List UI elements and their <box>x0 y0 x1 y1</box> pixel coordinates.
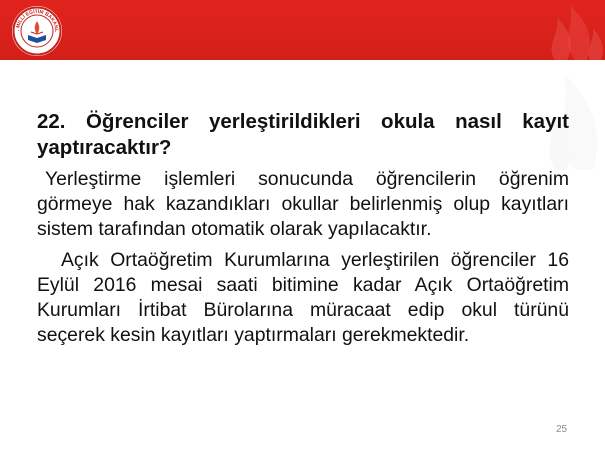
svg-text:T.C. MİLLÎ EĞİTİM BAKANLIĞI: . MİLLÎ EĞİTİM BAKANL <box>14 8 60 32</box>
page-number: 25 <box>556 424 568 435</box>
header-band <box>0 0 605 60</box>
answer-paragraph-2: Açık Ortaöğretim Kurumlarına yerleştirilen öğrenciler 16 Eylül 2016 mesai saati bitimine kadar Açık Ortaöğretim Kurumları İrtibat Bürolarına müracaat edip okul türünü seçerek kesin kayıtları yaptırmaları gerekmektedir. <box>37 249 569 346</box>
meb-emblem-icon <box>11 5 63 57</box>
answer-paragraph-1: Yerleştirme işlemleri sonucunda öğrencilerin öğrenim görmeye hak kazandıkları okullar belirlenmiş olup kayıtları sistem tarafından otomatik olarak yapılacaktır. <box>37 168 569 240</box>
flame-icon <box>515 0 605 60</box>
slide-content <box>37 109 569 354</box>
question-title: 22. Öğrenciler yerleştirildikleri okula nasıl kayıt yaptıracaktır? <box>37 110 569 159</box>
